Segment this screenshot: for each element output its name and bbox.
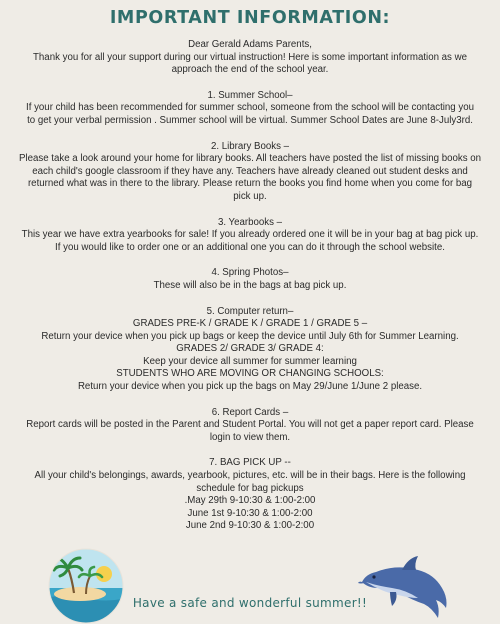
section-line: Report cards will be posted in the Parent and Student Portal. You will not get a paper report card. Please — [26, 419, 474, 431]
section-line: Return your device when you pick up bags or keep the device until July 6th for Summer Learning. — [41, 330, 459, 342]
section-heading-report-cards: 6. Report Cards – — [211, 406, 289, 418]
section-line: pick up. — [233, 190, 267, 202]
section-heading-computer-return: 5. Computer return– — [206, 305, 294, 317]
section-line: Return your device when you pick up the bags on May 29/June 1/June 2 please. — [77, 381, 423, 393]
section-line: returned what was in there to the library. Please return the books you find home when you come for bag — [27, 178, 473, 190]
section-heading-spring-photos: 4. Spring Photos– — [211, 267, 289, 279]
section-line: All your child's belongings, awards, yearbook, pictures, etc. will be in their bags. Here is the following — [34, 470, 466, 482]
section-heading-summer-school: 1. Summer School– — [207, 89, 293, 101]
schedule-line: June 2nd 9-10:30 & 1:00-2:00 — [185, 520, 315, 532]
section-line: If your child has been recommended for summer school, someone from the school will be contacting you — [26, 102, 474, 114]
section-line: GRADES PRE-K / GRADE K / GRADE 1 / GRADE 5 – — [132, 318, 368, 330]
intro-line: Thank you for all your support during our virtual instruction! Here is some important information as we — [33, 51, 467, 63]
section-line: each child's google classroom if they have any. Teachers have already cleaned out student desks and — [32, 165, 468, 177]
page-title: IMPORTANT INFORMATION: — [109, 8, 391, 28]
section-line: STUDENTS WHO ARE MOVING OR CHANGING SCHOOLS: — [116, 368, 384, 380]
section-line: These will also be in the bags at bag pick up. — [153, 279, 347, 291]
section-line: schedule for bag pickups — [196, 482, 304, 494]
section-heading-library-books: 2. Library Books – — [210, 140, 290, 152]
section-heading-bag-pick-up: 7. BAG PICK UP -- — [209, 457, 291, 469]
closing-message: Have a safe and wonderful summer!! — [132, 596, 368, 610]
beach-island-icon — [46, 546, 126, 624]
schedule-line: .May 29th 9-10:30 & 1:00-2:00 — [184, 495, 316, 507]
dolphin-icon — [356, 548, 456, 624]
section-line: Please take a look around your home for library books. All teachers have posted the list of missing books on — [18, 153, 482, 165]
intro-line: approach the end of the school year. — [171, 64, 329, 76]
letter-body — [8, 39, 492, 533]
greeting: Dear Gerald Adams Parents, — [188, 39, 312, 50]
section-line: to get your verbal permission . Summer school will be virtual. Summer School Dates are June 8-July3rd. — [27, 114, 473, 126]
section-line: login to view them. — [209, 431, 291, 443]
section-heading-yearbooks: 3. Yearbooks – — [217, 216, 283, 228]
section-line: This year we have extra yearbooks for sale! If you already ordered one it will be in your bag at bag pick up. — [21, 229, 479, 241]
section-line: If you would like to order one or an additional one you can do it through the school website. — [55, 241, 445, 253]
schedule-line: June 1st 9-10:30 & 1:00-2:00 — [187, 507, 313, 519]
section-line: GRADES 2/ GRADE 3/ GRADE 4: — [176, 343, 324, 355]
section-line: Keep your device all summer for summer learning — [143, 355, 357, 367]
